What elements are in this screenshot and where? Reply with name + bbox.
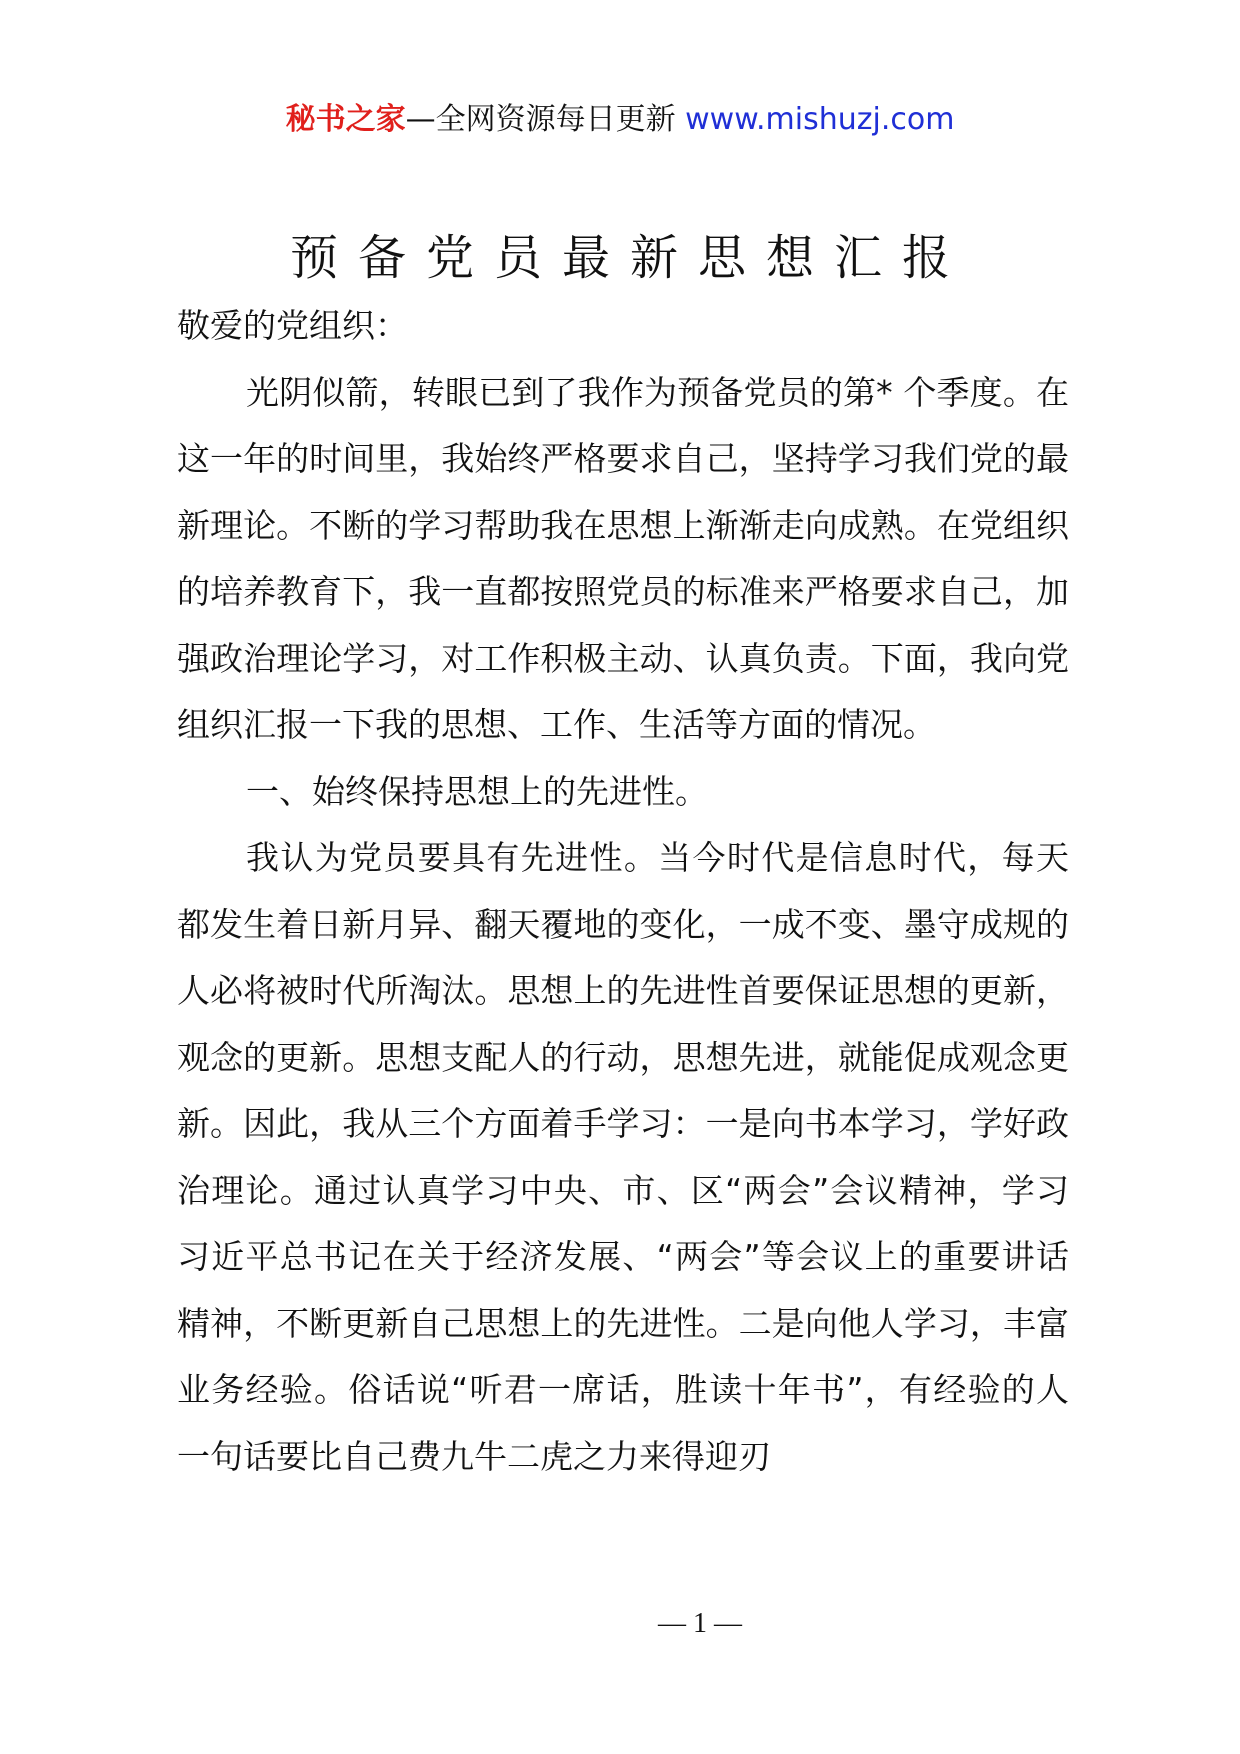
- section-heading-1: 一、始终保持思想上的先进性。: [246, 771, 708, 811]
- brand-name: 秘书之家: [285, 102, 406, 137]
- salutation: 敬爱的党组织：: [177, 306, 408, 345]
- paragraph-intro: 光阴似箭，转眼已到了我作为预备党员的第* 个季度。在这一年的时间里，我始终严格要求自己，坚持学习我们党的最新理论。不断的学习帮助我在思想上渐渐走向成熟。在党组织的培养教育下，我一直都按照党员的标准来严格要求自己，加强政治理论学习，对工作积极主动、认真负责。下面，我向党组织汇报一下我的思想、工作、生活等方面的情况。: [177, 372, 1069, 744]
- document-body: [177, 293, 1069, 1490]
- paragraph-section-1: 我认为党员要具有先进性。当今时代是信息时代，每天都发生着日新月异、翻天覆地的变化，一成不变、墨守成规的人必将被时代所淘汰。思想上的先进性首要保证思想的更新，观念的更新。思想支配人的行动，思想先进，就能促成观念更新。因此，我从三个方面着手学习：一是向书本学习，学好政治理论。通过认真学习中央、市、区“两会”会议精神，学习习近平总书记在关于经济发展、“两会”等会议上的重要讲话精神，不断更新自己思想上的先进性。二是向他人学习，丰富业务经验。俗话说“听君一席话，胜读十年书”，有经验的人一句话要比自己费九牛二虎之力来得迎刃: [177, 838, 1069, 1476]
- document-title: 预备党员最新思想汇报: [289, 230, 970, 286]
- site-url[interactable]: www.mishuzj.com: [685, 102, 955, 137]
- header-tagline: —全网资源每日更新: [405, 102, 686, 137]
- site-header: [0, 100, 1240, 140]
- page-number: — 1 —: [658, 1608, 742, 1639]
